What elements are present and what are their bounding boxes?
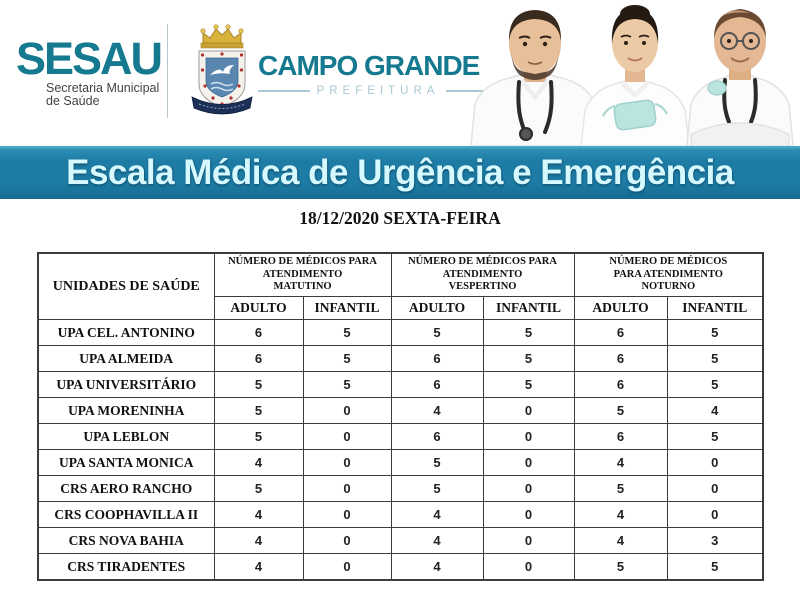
doctor-female	[581, 5, 689, 146]
title-banner	[0, 146, 800, 199]
group-header-line: VESPERTINO	[448, 281, 517, 293]
group-header-line: NOTURNO	[641, 281, 696, 293]
shield-icon	[199, 51, 245, 107]
doctor-count-cell: 5	[391, 450, 483, 476]
doctor-count-cell: 4	[391, 398, 483, 424]
doctor-count-cell: 0	[303, 424, 391, 450]
table-row	[38, 320, 763, 346]
doctor-count-cell: 0	[303, 554, 391, 581]
doctor-count-cell: 5	[391, 320, 483, 346]
doctor-count-cell: 0	[483, 450, 574, 476]
doctor-count-cell: 4	[574, 528, 667, 554]
doctor-count-cell: 5	[303, 372, 391, 398]
doctor-count-cell: 3	[667, 528, 763, 554]
sesau-logo	[16, 33, 166, 108]
doctor-count-cell: 0	[303, 398, 391, 424]
sesau-subtitle-line2: de Saúde	[46, 94, 100, 108]
doctor-count-cell: 5	[574, 554, 667, 581]
group-header-matutino	[214, 253, 391, 297]
doctor-count-cell: 5	[667, 372, 763, 398]
doctor-count-cell: 0	[483, 398, 574, 424]
doctor-count-cell: 0	[483, 476, 574, 502]
doctor-count-cell: 5	[667, 424, 763, 450]
page-title: Escala Médica de Urgência e Emergência	[66, 152, 734, 192]
doctor-count-cell: 4	[391, 554, 483, 581]
prefeitura-rule-left	[258, 90, 310, 92]
group-header-line: NÚMERO DE MÉDICOS PARA	[228, 256, 377, 268]
doctor-count-cell: 0	[303, 502, 391, 528]
doctor-count-cell: 4	[391, 528, 483, 554]
doctor-count-cell: 4	[214, 450, 303, 476]
doctor-count-cell: 6	[391, 346, 483, 372]
group-header-line: MATUTINO	[273, 281, 332, 293]
subheader-adulto-matutino: ADULTO	[214, 297, 303, 320]
doctor-count-cell: 0	[667, 450, 763, 476]
doctor-count-cell: 5	[214, 476, 303, 502]
subheader-infantil-vespertino: INFANTIL	[483, 297, 574, 320]
logo-divider	[167, 24, 168, 118]
doctor-count-cell: 5	[667, 320, 763, 346]
unit-name-cell: UPA CEL. ANTONINO	[38, 320, 214, 346]
doctor-count-cell: 0	[303, 450, 391, 476]
subheader-infantil-matutino: INFANTIL	[303, 297, 391, 320]
table-row	[38, 398, 763, 424]
doctor-count-cell: 6	[391, 372, 483, 398]
doctor-count-cell: 0	[483, 424, 574, 450]
doctor-count-cell: 6	[574, 424, 667, 450]
group-header-line: ATENDIMENTO	[262, 268, 343, 280]
doctor-count-cell: 5	[214, 398, 303, 424]
doctor-male-2	[687, 9, 793, 146]
doctor-count-cell: 5	[667, 346, 763, 372]
doctor-count-cell: 0	[483, 554, 574, 581]
schedule-date: 18/12/2020 SEXTA-FEIRA	[299, 208, 501, 228]
doctor-count-cell: 5	[667, 554, 763, 581]
prefeitura-label: PREFEITURA	[316, 85, 440, 97]
doctor-count-cell: 5	[574, 398, 667, 424]
unit-name-cell: CRS AERO RANCHO	[38, 476, 214, 502]
crown-icon	[201, 25, 243, 48]
group-header-line: NÚMERO DE MÉDICOS	[609, 256, 728, 268]
doctor-count-cell: 0	[667, 476, 763, 502]
unit-name-cell: CRS TIRADENTES	[38, 554, 214, 581]
doctor-count-cell: 5	[574, 476, 667, 502]
table-row	[38, 554, 763, 581]
table-row	[38, 346, 763, 372]
doctor-count-cell: 4	[214, 554, 303, 581]
doctor-count-cell: 5	[214, 424, 303, 450]
group-header-line: ATENDIMENTO	[442, 268, 523, 280]
doctor-count-cell: 5	[303, 346, 391, 372]
doctor-count-cell: 4	[667, 398, 763, 424]
doctor-count-cell: 4	[214, 528, 303, 554]
subheader-adulto-noturno: ADULTO	[574, 297, 667, 320]
doctor-count-cell: 5	[391, 476, 483, 502]
prefeitura-row	[258, 85, 498, 97]
group-header-vespertino	[391, 253, 574, 297]
unit-name-cell: UPA LEBLON	[38, 424, 214, 450]
unit-name-cell: UPA SANTA MONICA	[38, 450, 214, 476]
table-row	[38, 502, 763, 528]
doctor-count-cell: 0	[303, 528, 391, 554]
doctor-count-cell: 0	[483, 528, 574, 554]
campo-grande-coat-of-arms-icon	[189, 20, 255, 118]
prefeitura-logo	[258, 50, 498, 97]
doctor-count-cell: 4	[574, 450, 667, 476]
unit-name-cell: UPA UNIVERSITÁRIO	[38, 372, 214, 398]
doctor-count-cell: 6	[214, 320, 303, 346]
table-row	[38, 372, 763, 398]
medical-team-photo	[465, 0, 800, 146]
sesau-wordmark: SESAU	[16, 33, 162, 84]
group-header-line: NÚMERO DE MÉDICOS PARA	[408, 256, 557, 268]
unit-name-cell: UPA ALMEIDA	[38, 346, 214, 372]
city-name: CAMPO GRANDE	[258, 50, 480, 81]
sesau-subtitle-line1: Secretaria Municipal	[46, 81, 160, 95]
group-header-noturno	[574, 253, 763, 297]
table-row	[38, 476, 763, 502]
doctor-count-cell: 5	[303, 320, 391, 346]
doctor-count-cell: 6	[391, 424, 483, 450]
doctor-count-cell: 0	[303, 476, 391, 502]
schedule-table-body	[38, 320, 763, 581]
sesau-subtitle	[46, 82, 166, 108]
schedule-table	[37, 252, 764, 581]
doctor-count-cell: 6	[574, 372, 667, 398]
unit-name-cell: CRS NOVA BAHIA	[38, 528, 214, 554]
doctor-count-cell: 0	[483, 502, 574, 528]
doctor-count-cell: 0	[667, 502, 763, 528]
subheader-adulto-vespertino: ADULTO	[391, 297, 483, 320]
doctor-male-1	[471, 10, 599, 146]
unit-column-header: UNIDADES DE SAÚDE	[38, 253, 214, 320]
subheader-infantil-noturno: INFANTIL	[667, 297, 763, 320]
group-header-row	[38, 253, 763, 297]
doctor-count-cell: 6	[574, 346, 667, 372]
unit-name-cell: CRS COOPHAVILLA II	[38, 502, 214, 528]
doctor-count-cell: 6	[574, 320, 667, 346]
doctor-count-cell: 4	[214, 502, 303, 528]
doctor-count-cell: 5	[214, 372, 303, 398]
header	[0, 0, 800, 146]
doctor-count-cell: 4	[574, 502, 667, 528]
table-row	[38, 424, 763, 450]
group-header-line: PARA ATENDIMENTO	[613, 268, 723, 280]
doctor-count-cell: 6	[214, 346, 303, 372]
doctor-count-cell: 5	[483, 346, 574, 372]
table-row	[38, 450, 763, 476]
doctor-count-cell: 4	[391, 502, 483, 528]
unit-name-cell: UPA MORENINHA	[38, 398, 214, 424]
doctor-count-cell: 5	[483, 372, 574, 398]
doctor-count-cell: 5	[483, 320, 574, 346]
table-row	[38, 528, 763, 554]
